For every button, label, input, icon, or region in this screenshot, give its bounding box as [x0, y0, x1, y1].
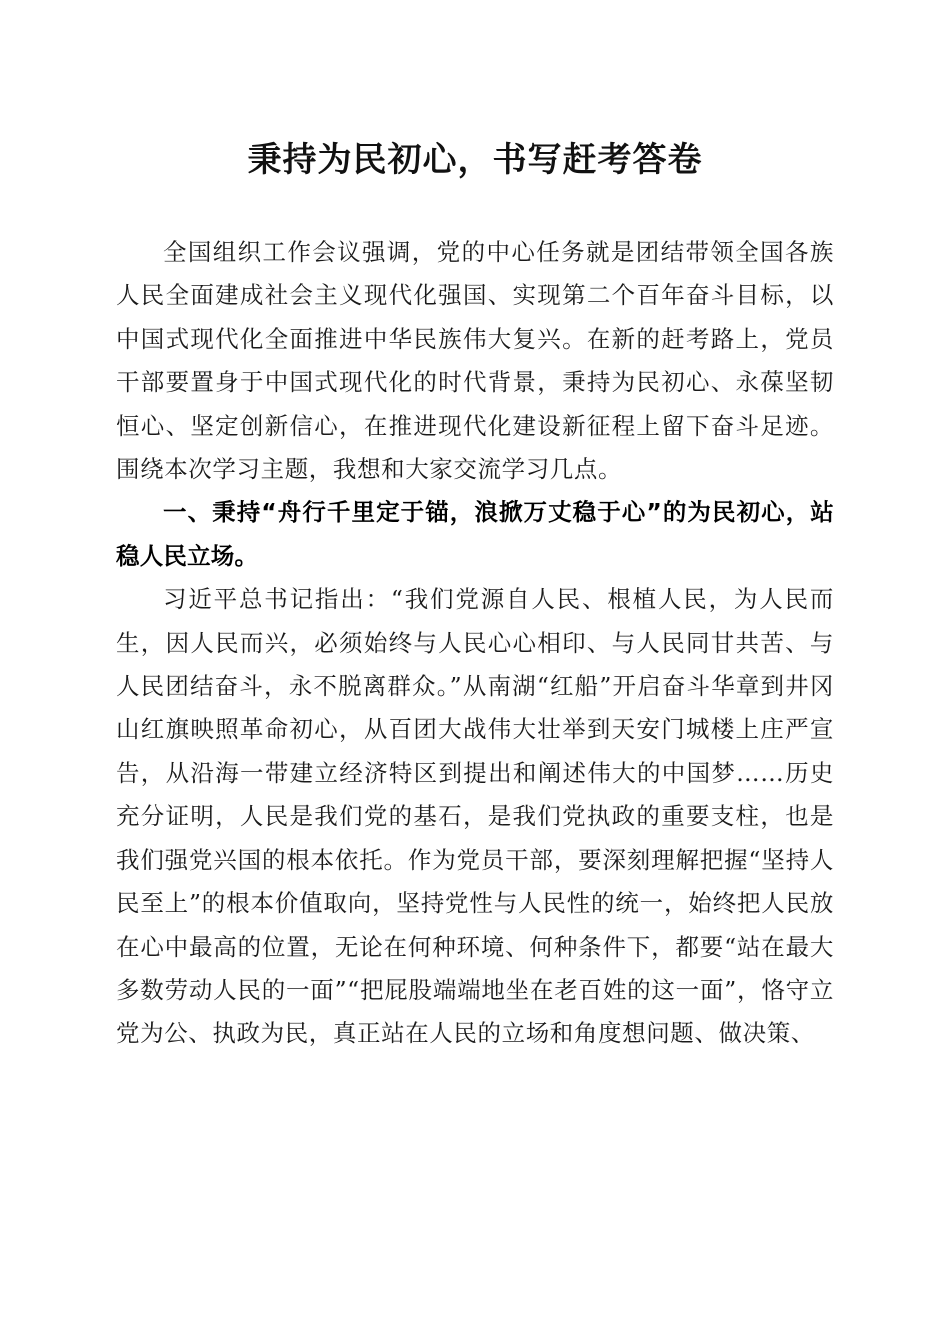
document-body	[116, 231, 834, 1056]
paragraph-section-1: 习近平总书记指出：“我们党源自人民、根植人民，为人民而生，因人民而兴，必须始终与人民心心相印、与人民同甘共苦、与人民团结奋斗，永不脱离群众。”从南湖“红船”开启奋斗华章到井冈山红旗映照革命初心，从百团大战伟大壮举到天安门城楼上庄严宣告，从沿海一带建立经济特区到提出和阐述伟大的中国梦……历史充分证明，人民是我们党的基石，是我们党执政的重要支柱，也是我们强党兴国的根本依托。作为党员干部，要深刻理解把握“坚持人民至上”的根本价值取向，坚持党性与人民性的统一，始终把人民放在心中最高的位置，无论在何种环境、何种条件下，都要“站在最大多数劳动人民的一面”“把屁股端端地坐在老百姓的这一面”，恪守立党为公、执政为民，真正站在人民的立场和角度想问题、做决策、	[116, 585, 834, 1048]
page-title: 秉持为民初心，书写赶考答卷	[247, 140, 703, 180]
paragraph-intro: 全国组织工作会议强调，党的中心任务就是团结带领全国各族人民全面建成社会主义现代化强国、实现第二个百年奋斗目标，以中国式现代化全面推进中华民族伟大复兴。在新的赶考路上，党员干部要置身于中国式现代化的时代背景，秉持为民初心、永葆坚韧恒心、坚定创新信心，在推进现代化建设新征程上留下奋斗足迹。围绕本次学习主题，我想和大家交流学习几点。	[116, 238, 834, 484]
section-heading-1: 一、秉持“舟行千里定于锚，浪掀万丈稳于心”的为民初心，站稳人民立场。	[116, 498, 834, 570]
